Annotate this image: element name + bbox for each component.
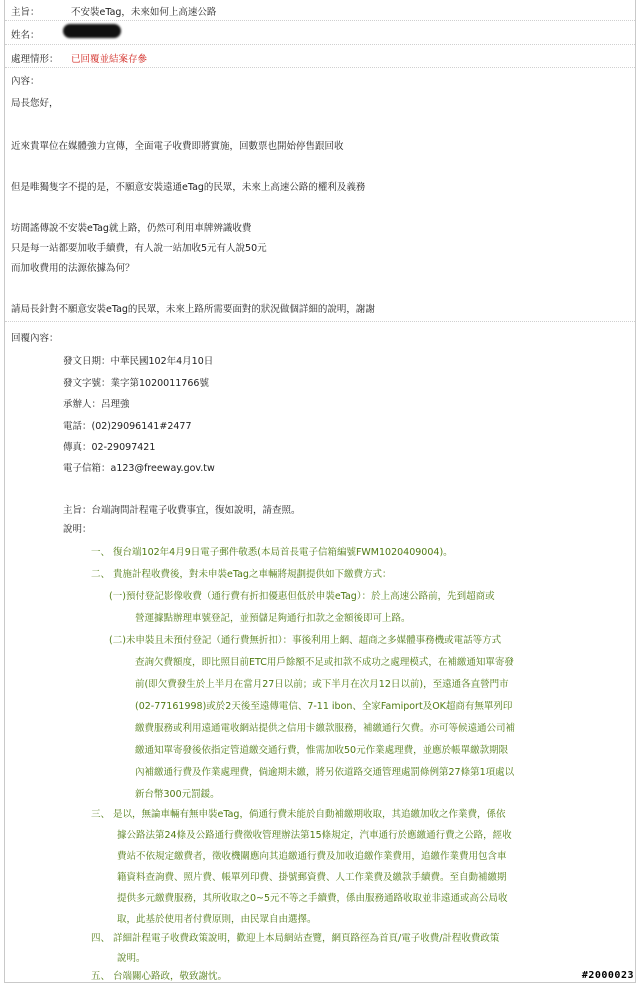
reply-handler: 承辦人：呂理強	[63, 399, 130, 410]
subject-value: 不安裝eTag，未來如何上高速公路	[71, 7, 217, 18]
reply-label: 回覆內容：	[11, 333, 59, 344]
subject-label: 主旨：	[11, 7, 40, 18]
reply-item-2: 二、 貴施計程收費後，對未申裝eTag之車輛將規劃提供如下繳費方式：	[91, 569, 392, 580]
reply-sub2-line: 繳通知單寄發後依指定管道繳交通行費，惟需加收50元作業處理費，並應於帳單繳款期限	[135, 745, 509, 756]
reply-item4-line: 說明。	[117, 953, 146, 964]
paragraph-2: 但是唯獨隻字不提的是，不願意安裝遠通eTag的民眾，未來上高速公路的權利及義務	[11, 182, 366, 193]
reply-item3-line: 據公路法第24條及公路通行費徵收管理辦法第15條規定，汽車通行於應繳通行費之公路，經收	[117, 830, 512, 841]
paragraph-3a: 坊間謠傳說不安裝eTag就上路，仍然可利用車牌辨識收費	[11, 223, 252, 234]
reply-doc-no: 發文字號：業字第1020011766號	[63, 378, 209, 389]
reply-sub2-line: (二)未申裝且未預付登記（通行費無折扣）：事後利用上網、超商之多媒體事務機或電話等方式	[109, 635, 502, 646]
greeting-text: 局長您好，	[11, 98, 59, 109]
reply-item4-line: 四、 詳細計程電子收費政策說明，歡迎上本局網站查覽，網頁路徑為首頁/電子收費/計程收費政策	[91, 933, 500, 944]
reply-sub2-line: 查詢欠費額度，即比照目前ETC用戶餘額不足或扣款不成功之處理模式，在補繳通知單寄發	[135, 657, 514, 668]
reply-item3-line: 三、 是以，無論車輛有無申裝eTag，倘通行費未能於自動補繳期收取，其追繳加收之作業費，係依	[91, 809, 506, 820]
redacted-name	[63, 24, 121, 38]
name-label: 姓名：	[11, 30, 40, 41]
paragraph-3b: 只是每一站都要加收手續費，有人說一站加收5元有人說50元	[11, 243, 267, 254]
reply-phone: 電話：(02)29096141#2477	[63, 421, 192, 432]
message-frame	[4, 0, 636, 983]
status-row	[5, 45, 635, 68]
reply-item-5: 五、 台端關心路政，敬致謝忱。	[91, 971, 228, 982]
reply-sub2-line: 繳費服務或利用遠通電收網站提供之信用卡繳款服務，補繳通行欠費。亦可等候遠通公司補	[135, 723, 516, 734]
reply-sub1-line: (一)預付登記影像收費（通行費有折扣優惠但低於申裝eTag）：於上高速公路前，先到超商或	[109, 591, 495, 602]
reply-email: 電子信箱：a123@freeway.gov.tw	[63, 463, 215, 474]
reply-subject: 主旨：台端詢問計程電子收費事宜，復如說明，請查照。	[63, 505, 301, 516]
reply-sub2-line: 前(即欠費發生於上半月在當月27日以前；或下半月在次月12日以前)，至遠通各直營門市	[135, 679, 509, 690]
reply-sub2-line: (02-77161998)或於2天後至遠傳電信、7-11 ibon、全家Famiport及OK超商有無單列印	[135, 701, 513, 712]
subject-row	[5, 0, 635, 21]
reply-item3-line: 提供多元繳費服務，其所收取之0~5元不等之手續費，係由服務通路收取並非遠通或高公局收	[117, 893, 508, 904]
paragraph-4: 請局長針對不願意安裝eTag的民眾，未來上路所需要面對的狀況做個詳細的說明，謝謝	[11, 304, 375, 315]
reply-date: 發文日期：中華民國102年4月10日	[63, 356, 214, 367]
paragraph-3c: 而加收費用的法源依據為何？	[11, 263, 135, 274]
paragraph-1: 近來貴單位在媒體強力宣傳，全面電子收費即將實施，回數票也開始停售跟回收	[11, 141, 344, 152]
reply-sub2-line: 內補繳通行費及作業處理費，倘逾期未繳，將另依道路交通管理處罰條例第27條第1項處以	[135, 767, 515, 778]
content-label: 內容：	[11, 76, 40, 87]
reply-item-1: 一、 復台端102年4月9日電子郵件敬悉(本局首長電子信箱編號FWM1020409004)。	[91, 547, 453, 558]
reply-item3-line: 籍資料查詢費、照片費、帳單列印費、掛號郵資費、人工作業費及繳款手續費。至自動補繳期	[117, 872, 507, 883]
reply-item3-line: 費站不依規定繳費者，徵收機關應向其追繳通行費及加收追繳作業費用，追繳作業費用包含車	[117, 851, 507, 862]
content-block	[5, 68, 635, 322]
status-value: 已回覆並結案存參	[71, 54, 148, 65]
reply-sub1-line: 營運據點辦理車號登記，並預儲足夠通行扣款之金額後即可上路。	[135, 613, 411, 624]
status-label: 處理情形：	[11, 54, 59, 65]
watermark: #2000023	[581, 970, 634, 981]
reply-fax: 傳真：02-29097421	[63, 442, 156, 453]
reply-sub2-line: 新台幣300元罰鍰。	[135, 789, 220, 800]
reply-item3-line: 取，此基於使用者付費原則，由民眾自由選擇。	[117, 914, 317, 925]
reply-explain-label: 說明：	[63, 524, 92, 535]
